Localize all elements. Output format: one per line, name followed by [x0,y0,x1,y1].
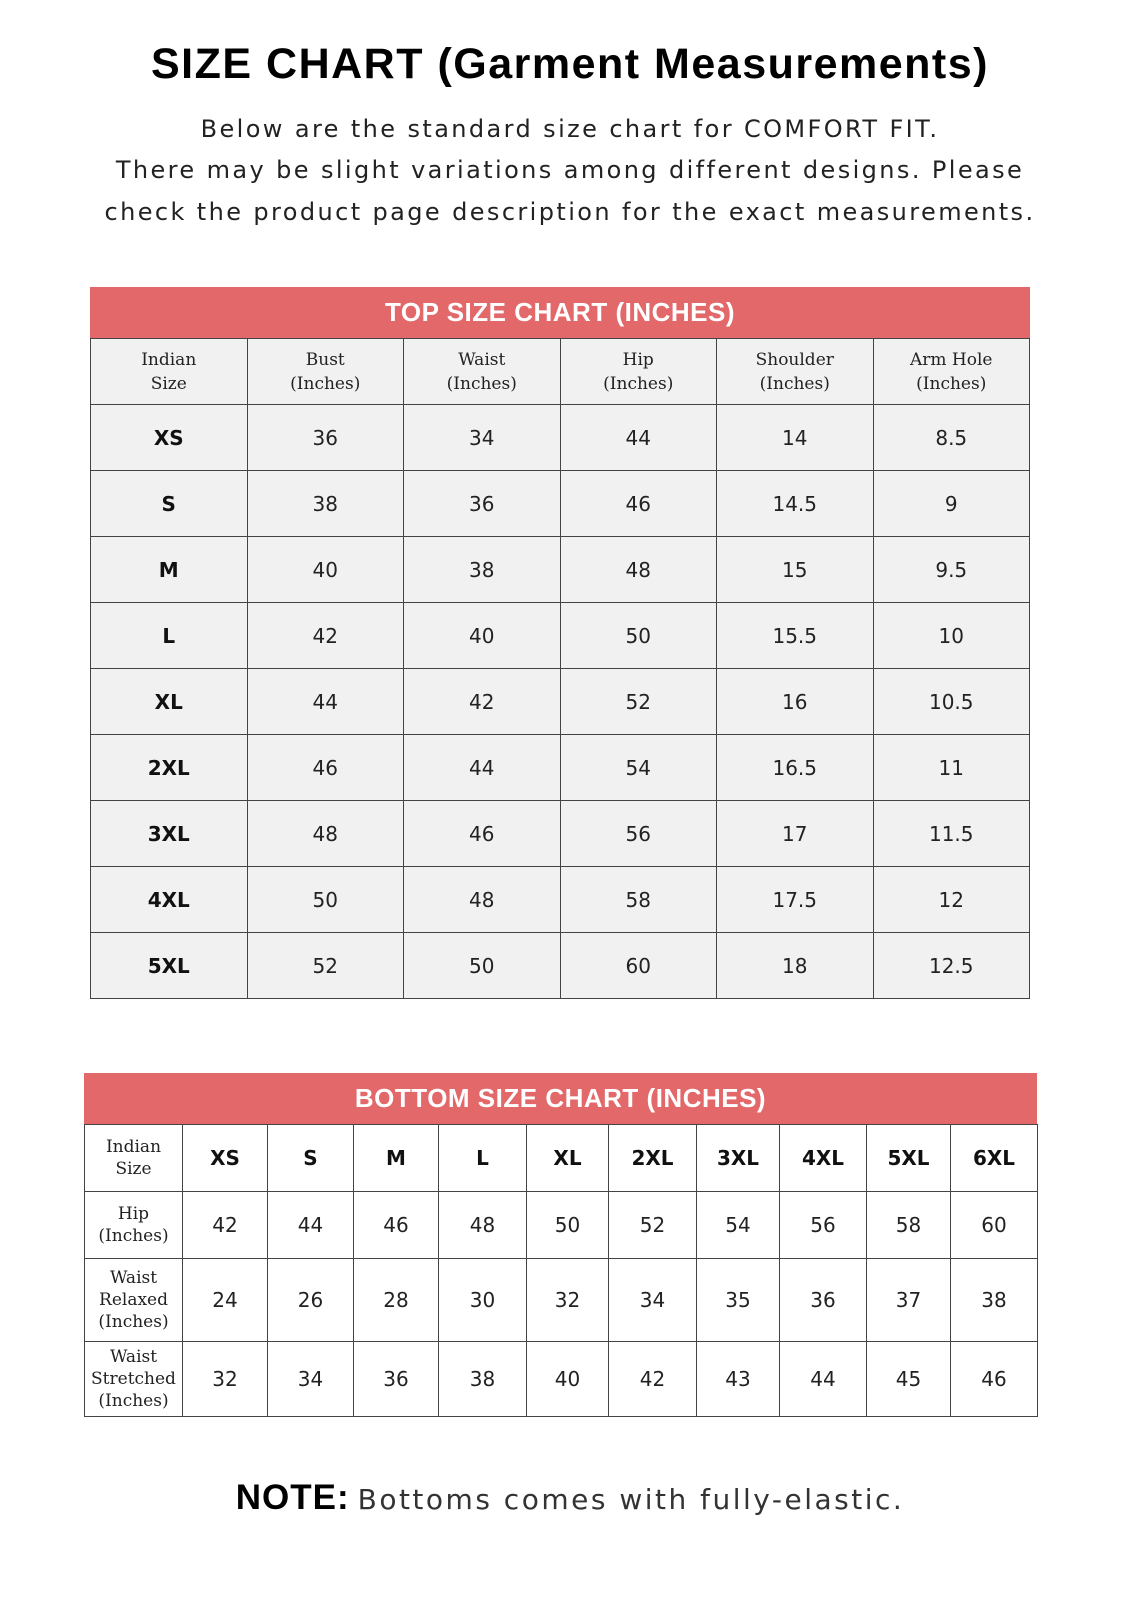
table-row [91,537,1030,603]
value-cell: 60 [951,1192,1038,1259]
shoulder-cell: 18 [717,933,874,999]
hip-cell: 52 [560,669,717,735]
value-cell: 30 [439,1259,527,1342]
bust-cell: 42 [247,603,404,669]
value-cell: 34 [609,1259,697,1342]
header-cell-indian-size: Indian Size [85,1125,183,1192]
value-cell: 32 [183,1342,268,1417]
value-cell: 46 [951,1342,1038,1417]
armhole-cell: 10 [873,603,1030,669]
waist-cell: 34 [404,405,561,471]
table-row [85,1259,1038,1342]
bust-cell: 46 [247,735,404,801]
armhole-cell: 10.5 [873,669,1030,735]
table-header-row [91,339,1030,405]
hip-cell: 56 [560,801,717,867]
value-cell: 42 [609,1342,697,1417]
hip-cell: 60 [560,933,717,999]
size-cell: L [91,603,248,669]
shoulder-cell: 17.5 [717,867,874,933]
value-cell: 36 [780,1259,867,1342]
shoulder-cell: 15 [717,537,874,603]
waist-cell: 40 [404,603,561,669]
size-cell: XL [91,669,248,735]
hip-cell: 54 [560,735,717,801]
waist-cell: 42 [404,669,561,735]
row-label-waist-relaxed: Waist Relaxed (Inches) [85,1259,183,1342]
size-header-cell: XL [527,1125,609,1192]
waist-cell: 46 [404,801,561,867]
row-label-hip: Hip (Inches) [85,1192,183,1259]
armhole-cell: 9 [873,471,1030,537]
bust-cell: 38 [247,471,404,537]
value-cell: 37 [867,1259,951,1342]
armhole-cell: 8.5 [873,405,1030,471]
hip-cell: 46 [560,471,717,537]
value-cell: 58 [867,1192,951,1259]
shoulder-cell: 14 [717,405,874,471]
bust-cell: 50 [247,867,404,933]
note-text: Bottoms comes with fully-elastic. [357,1483,905,1516]
value-cell: 38 [951,1259,1038,1342]
value-cell: 28 [354,1259,439,1342]
value-cell: 42 [183,1192,268,1259]
value-cell: 52 [609,1192,697,1259]
header-cell-shoulder: Shoulder (Inches) [717,339,874,405]
value-cell: 26 [268,1259,354,1342]
size-header-cell: XS [183,1125,268,1192]
size-header-cell: S [268,1125,354,1192]
size-header-cell: 2XL [609,1125,697,1192]
armhole-cell: 12.5 [873,933,1030,999]
value-cell: 44 [268,1192,354,1259]
size-cell: XS [91,405,248,471]
shoulder-cell: 14.5 [717,471,874,537]
table-row [85,1192,1038,1259]
intro-line-1: Below are the standard size chart for COMFORT FIT. [200,115,940,143]
bust-cell: 44 [247,669,404,735]
size-header-cell: 6XL [951,1125,1038,1192]
bottom-size-table [84,1124,1038,1417]
table-row [91,735,1030,801]
row-label-waist-stretched: Waist Stretched (Inches) [85,1342,183,1417]
waist-cell: 36 [404,471,561,537]
waist-cell: 50 [404,933,561,999]
waist-cell: 44 [404,735,561,801]
hip-cell: 58 [560,867,717,933]
value-cell: 43 [697,1342,780,1417]
size-header-cell: 4XL [780,1125,867,1192]
value-cell: 48 [439,1192,527,1259]
value-cell: 34 [268,1342,354,1417]
size-cell: 2XL [91,735,248,801]
size-header-cell: L [439,1125,527,1192]
table-row [91,405,1030,471]
intro-line-3: check the product page description for the exact measurements. [104,198,1036,226]
header-cell-indian-size: Indian Size [91,339,248,405]
shoulder-cell: 16.5 [717,735,874,801]
note-label: NOTE: [235,1478,350,1517]
table-row [91,867,1030,933]
page-title: SIZE CHART (Garment Measurements) [151,40,989,88]
value-cell: 40 [527,1342,609,1417]
value-cell: 24 [183,1259,268,1342]
value-cell: 32 [527,1259,609,1342]
table-row [91,669,1030,735]
bust-cell: 52 [247,933,404,999]
hip-cell: 50 [560,603,717,669]
value-cell: 56 [780,1192,867,1259]
size-header-cell: 3XL [697,1125,780,1192]
size-cell: 3XL [91,801,248,867]
waist-cell: 38 [404,537,561,603]
value-cell: 50 [527,1192,609,1259]
size-cell: M [91,537,248,603]
armhole-cell: 12 [873,867,1030,933]
value-cell: 38 [439,1342,527,1417]
header-cell-bust: Bust (Inches) [247,339,404,405]
size-header-cell: 5XL [867,1125,951,1192]
table-header-row [85,1125,1038,1192]
value-cell: 44 [780,1342,867,1417]
hip-cell: 48 [560,537,717,603]
bust-cell: 48 [247,801,404,867]
size-cell: 4XL [91,867,248,933]
value-cell: 36 [354,1342,439,1417]
intro-line-2: There may be slight variations among different designs. Please [115,156,1025,184]
value-cell: 35 [697,1259,780,1342]
bottom-chart-banner: BOTTOM SIZE CHART (INCHES) [84,1073,1037,1124]
table-row [91,933,1030,999]
header-cell-waist: Waist (Inches) [404,339,561,405]
shoulder-cell: 15.5 [717,603,874,669]
top-chart-banner: TOP SIZE CHART (INCHES) [90,287,1030,338]
size-cell: 5XL [91,933,248,999]
size-header-cell: M [354,1125,439,1192]
waist-cell: 48 [404,867,561,933]
armhole-cell: 9.5 [873,537,1030,603]
header-cell-armhole: Arm Hole (Inches) [873,339,1030,405]
header-cell-hip: Hip (Inches) [560,339,717,405]
table-row [91,603,1030,669]
table-row [91,471,1030,537]
size-cell: S [91,471,248,537]
armhole-cell: 11 [873,735,1030,801]
shoulder-cell: 17 [717,801,874,867]
table-row [91,801,1030,867]
bust-cell: 40 [247,537,404,603]
armhole-cell: 11.5 [873,801,1030,867]
value-cell: 46 [354,1192,439,1259]
value-cell: 54 [697,1192,780,1259]
note [0,1478,1140,1518]
value-cell: 45 [867,1342,951,1417]
top-size-table [90,338,1030,999]
shoulder-cell: 16 [717,669,874,735]
table-row [85,1342,1038,1417]
hip-cell: 44 [560,405,717,471]
bust-cell: 36 [247,405,404,471]
